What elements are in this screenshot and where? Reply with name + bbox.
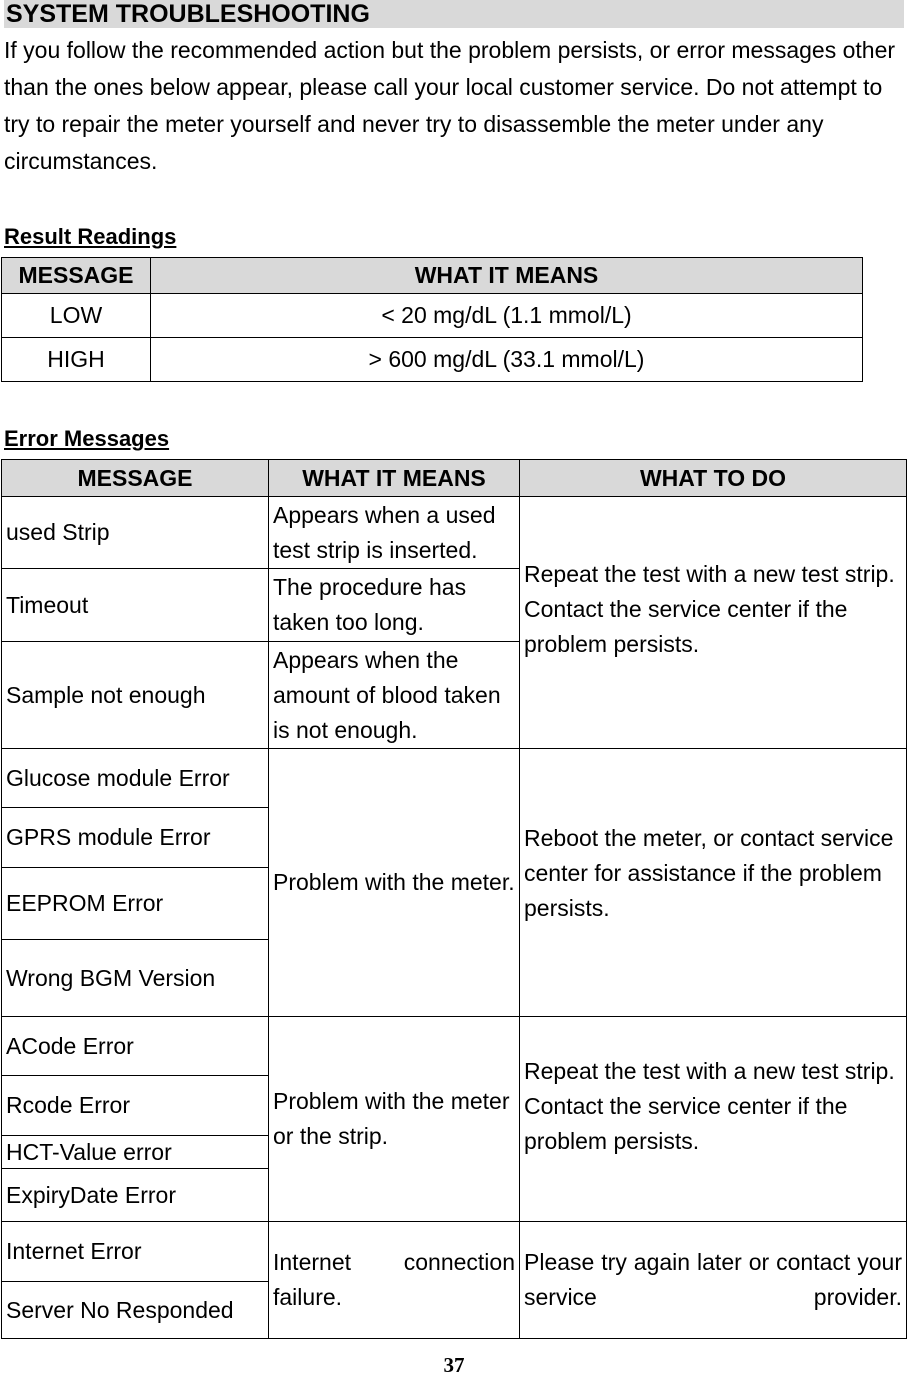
cell-message: GPRS module Error — [2, 808, 269, 868]
result-readings-heading: Result Readings — [4, 224, 177, 249]
cell-message: Timeout — [2, 569, 269, 642]
page-title: SYSTEM TROUBLESHOOTING — [6, 0, 370, 28]
cell-means: Problem with the meter. — [269, 749, 520, 1017]
cell-message: HCT-Value error — [2, 1136, 269, 1169]
cell-means: Problem with the meter or the strip. — [269, 1017, 520, 1222]
header-message: MESSAGE — [2, 258, 151, 294]
cell-means: Internet connection failure. — [269, 1222, 520, 1339]
table-row — [2, 1017, 907, 1076]
table-row — [2, 294, 863, 338]
error-messages-table — [1, 459, 907, 1339]
cell-message: ExpiryDate Error — [2, 1169, 269, 1222]
header-todo: WHAT TO DO — [520, 460, 907, 497]
header-message: MESSAGE — [2, 460, 269, 497]
cell-message: Server No Responded — [2, 1282, 269, 1339]
intro-paragraph: If you follow the recommended action but the problem persists, or error messages other than the ones below appear, please call your local customer service. Do not attempt to try to repair the meter yourself and never try to disassemble the meter under any circumstances. — [4, 37, 896, 174]
cell-message: Internet Error — [2, 1222, 269, 1282]
cell-todo: Repeat the test with a new test strip. Contact the service center if the problem persists. — [520, 497, 907, 749]
result-readings-table — [1, 257, 863, 382]
cell-means: > 600 mg/dL (33.1 mmol/L) — [151, 338, 863, 382]
table-header-row — [2, 460, 907, 497]
cell-message: Wrong BGM Version — [2, 940, 269, 1017]
cell-message: HIGH — [2, 338, 151, 382]
cell-means: Appears when the amount of blood taken is not enough. — [269, 642, 520, 749]
cell-message: Glucose module Error — [2, 749, 269, 808]
table-row — [2, 1222, 907, 1282]
table-header-row — [2, 258, 863, 294]
cell-message: ACode Error — [2, 1017, 269, 1076]
cell-message: Sample not enough — [2, 642, 269, 749]
header-means: WHAT IT MEANS — [269, 460, 520, 497]
cell-message: EEPROM Error — [2, 868, 269, 940]
cell-todo: Repeat the test with a new test strip. Contact the service center if the problem persists. — [520, 1017, 907, 1222]
header-means: WHAT IT MEANS — [151, 258, 863, 294]
cell-message: Rcode Error — [2, 1076, 269, 1136]
cell-todo: Please try again later or contact your service provider. — [520, 1222, 907, 1339]
cell-means: The procedure has taken too long. — [269, 569, 520, 642]
cell-message: used Strip — [2, 497, 269, 569]
table-row — [2, 338, 863, 382]
table-row — [2, 497, 907, 569]
cell-means: < 20 mg/dL (1.1 mmol/L) — [151, 294, 863, 338]
table-row — [2, 749, 907, 808]
error-messages-heading: Error Messages — [4, 426, 170, 451]
cell-todo: Reboot the meter, or contact service center for assistance if the problem persists. — [520, 749, 907, 1017]
cell-message: LOW — [2, 294, 151, 338]
cell-means: Appears when a used test strip is inserted. — [269, 497, 520, 569]
page-number: 37 — [443, 1353, 465, 1377]
